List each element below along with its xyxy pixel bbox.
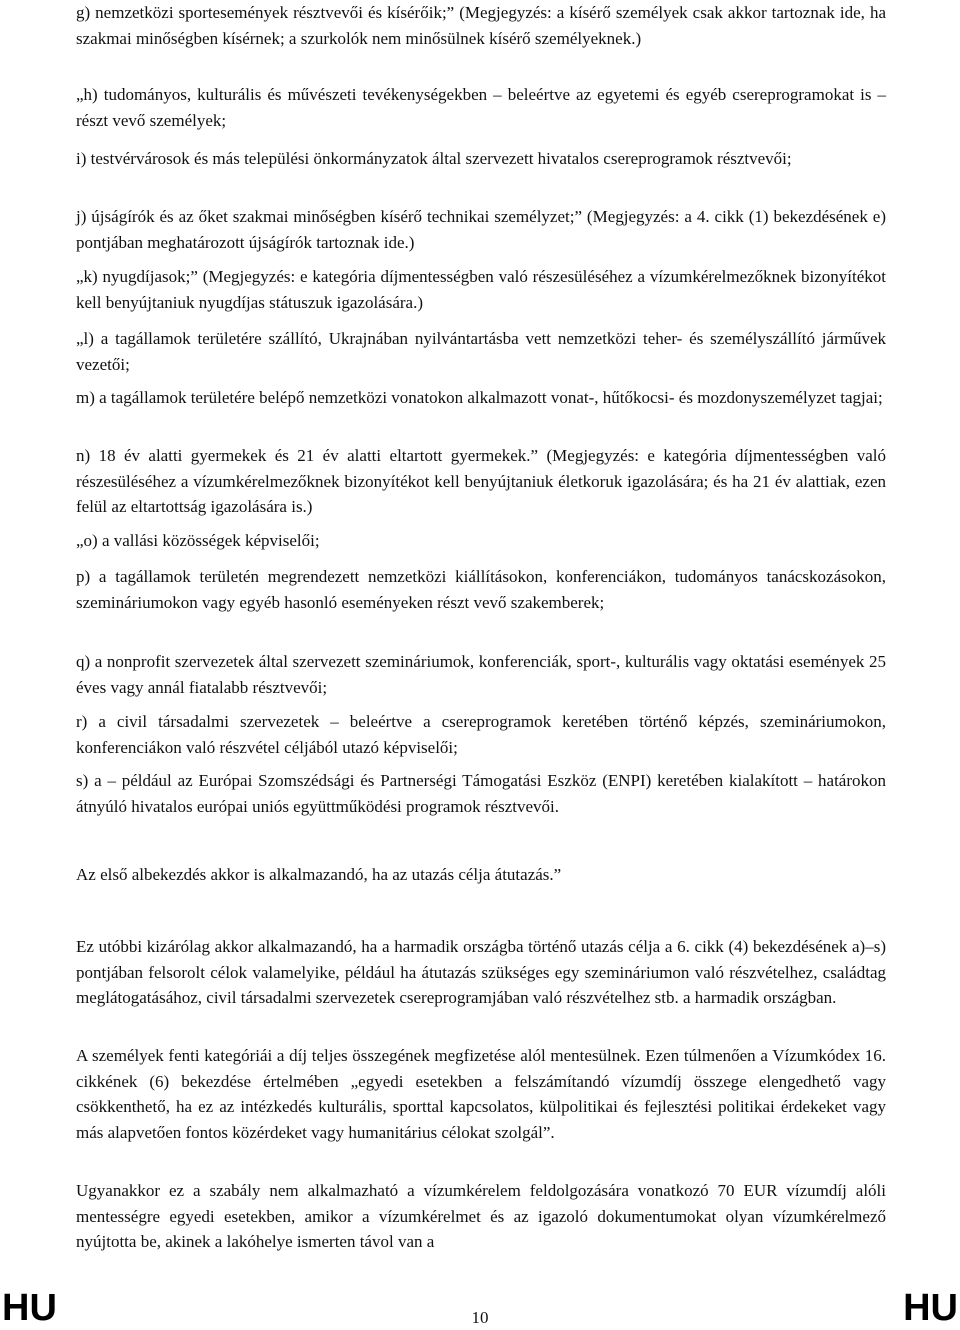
paragraph-q: q) a nonprofit szervezetek által szervezett szemináriumok, konferenciák, sport-, kulturális vagy oktatási események 25 éves vagy annál fiatalabb résztvevői;	[76, 652, 886, 697]
paragraph-h: „h) tudományos, kulturális és művészeti tevékenységekben – beleértve az egyetemi és egyéb csereprogramokat is – részt vevő személyek;	[76, 85, 886, 130]
paragraph-exemption: A személyek fenti kategóriái a díj teljes összegének megfizetése alól mentesülnek. Ezen túlmenően a Vízumkódex 16. cikkének (6) bekezdése értelmében „egyedi esetekben a felszámítandó vízumdíj összege elengedhető vagy csökkenthető, ha ez az intézkedés kulturális, sporttal kapcsolatos, külpolitikai és fejlesztési politikai érdekeket vagy más alapvetően fontos közérdeket vagy humanitárius célokat szolgál”.	[76, 1046, 886, 1142]
paragraph-i: i) testvérvárosok és más települési önkormányzatok által szervezett hivatalos csereprogramok résztvevői;	[76, 149, 792, 168]
paragraph-o: „o) a vallási közösségek képviselői;	[76, 531, 320, 550]
paragraph-l: „l) a tagállamok területére szállító, Ukrajnában nyilvántartásba vett nemzetközi teher- és személyszállító járművek vezetői;	[76, 329, 886, 374]
footer-language-right: HU	[903, 1287, 958, 1329]
paragraph-m: m) a tagállamok területére belépő nemzetközi vonatokon alkalmazott vonat-, hűtőkocsi- és mozdonyszemélyzet tagjai;	[76, 388, 883, 407]
paragraph-s: s) a – például az Európai Szomszédsági és Partnerségi Támogatási Eszköz (ENPI) keretében kialakított – határokon átnyúló hivatalos európai uniós együttműködési programok résztvevői.	[76, 771, 886, 816]
page-number: 10	[471, 1308, 489, 1327]
paragraph-however: Ugyanakkor ez a szabály nem alkalmazható a vízumkérelem feldolgozására vonatkozó 70 EUR vízumdíj alóli mentességre egyedi esetekben, amikor a vízumkérelmet és az igazoló dokumentumokat olyan vízumkérelmező nyújtotta be, akinek a lakóhelye ismerten távol van a	[76, 1181, 886, 1251]
paragraph-g: g) nemzetközi sportesemények résztvevői és kísérőik;” (Megjegyzés: a kísérő személyek csak akkor tartoznak ide, ha szakmai minőségben kísérnek; a szurkolók nem minősülnek kísérő személyeknek.)	[76, 3, 886, 48]
paragraph-k: „k) nyugdíjasok;” (Megjegyzés: e kategória díjmentességben való részesüléséhez a vízumkérelmezőknek bizonyítékot kell benyújtaniuk nyugdíjas státuszuk igazolására.)	[76, 267, 886, 312]
paragraph-p: p) a tagállamok területén megrendezett nemzetközi kiállításokon, konferenciákon, tudományos tanácskozásokon, szemináriumokon vagy egyéb hasonló eseményeken részt vevő szakemberek;	[76, 567, 886, 612]
paragraph-transit: Ez utóbbi kizárólag akkor alkalmazandó, ha a harmadik országba történő utazás célja a 6. cikk (4) bekezdésének a)–s) pontjában felsorolt célok valamelyike, például ha átutazás szükséges egy szemináriumon való részvételhez, családtag meglátogatásához, civil társadalmi szervezetek csereprogramjában való részvételhez stb. a harmadik országban.	[76, 937, 886, 1007]
paragraph-n: n) 18 év alatti gyermekek és 21 év alatti eltartott gyermekek.” (Megjegyzés: e kategória díjmentességben való részesüléséhez a vízumkérelmezőknek bizonyítékot kell benyújtaniuk életkoruk igazolására; és ha 21 év alattiak, ezen felül az eltartottság igazolására is.)	[76, 446, 886, 516]
footer-language-left: HU	[2, 1287, 57, 1329]
paragraph-j: j) újságírók és az őket szakmai minőségben kísérő technikai személyzet;” (Megjegyzés: a 4. cikk (1) bekezdésének e) pontjában meghatározott újságírók tartoznak ide.)	[76, 207, 886, 252]
paragraph-r: r) a civil társadalmi szervezetek – beleértve a csereprogramok keretében történő képzés, szemináriumokon, konferenciákon való részvétel céljából utazó képviselői;	[76, 712, 886, 757]
paragraph-first-subparagraph: Az első albekezdés akkor is alkalmazandó, ha az utazás célja átutazás.”	[76, 865, 562, 884]
